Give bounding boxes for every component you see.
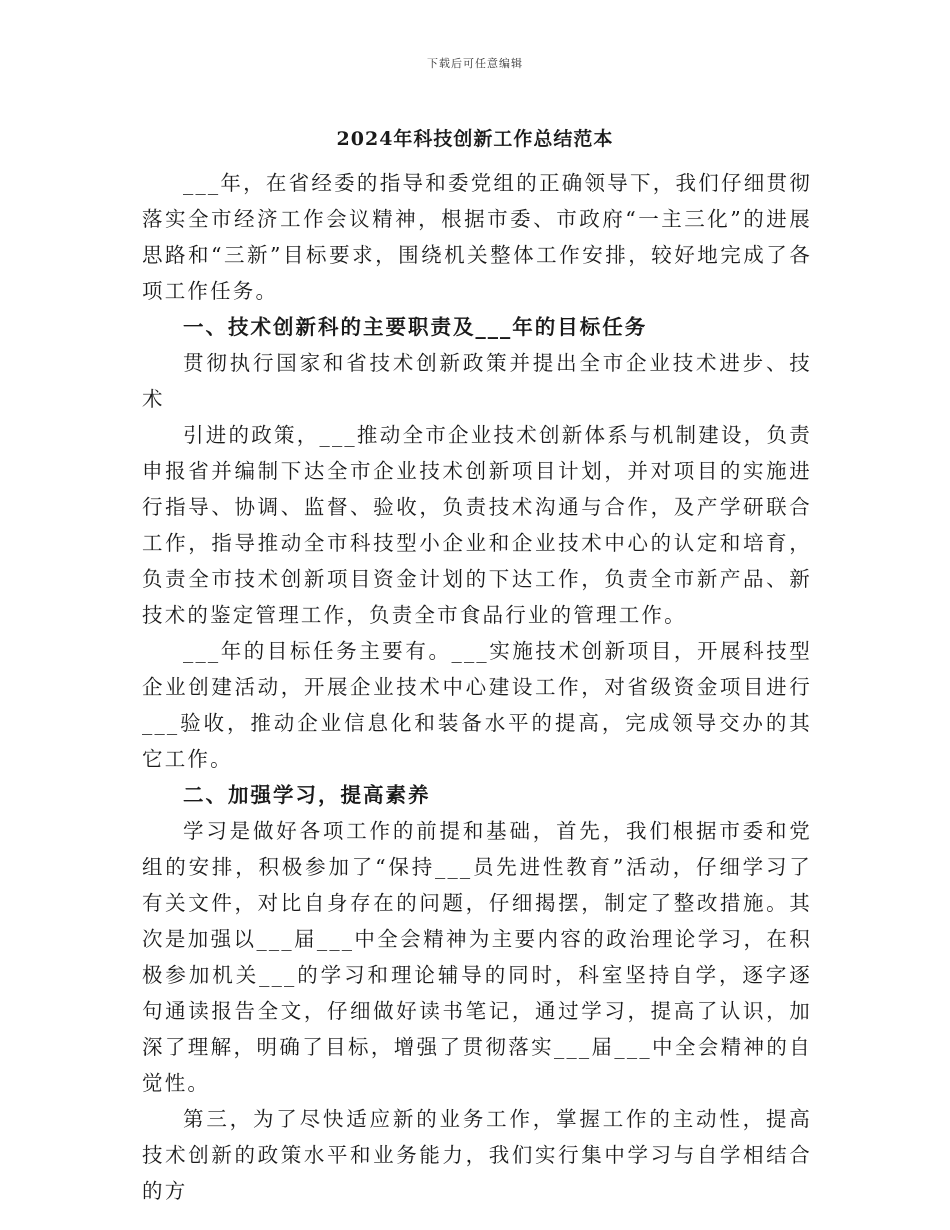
paragraph-duties-2: 引进的政策，___推动全市企业技术创新体系与机制建设，负责申报省并编制下达全市企业技术创新项目计划，并对项目的实施进行指导、协调、监督、验收，负责技术沟通与合作，及产学研联合工作，指导推动全市科技型小企业和企业技术中心的认定和培育，负责全市技术创新项目资金计划的下达工作，负责全市新产品、新技术的鉴定管理工作，负责全市食品行业的管理工作。 — [142, 423, 812, 627]
section-heading-1: 一、技术创新科的主要职责及___年的目标任务 — [183, 315, 648, 339]
paragraph-third: 第三，为了尽快适应新的业务工作，掌握工作的主动性，提高技术创新的政策水平和业务能力，我们实行集中学习与自学相结合的方 — [142, 1107, 812, 1203]
paragraph-study: 学习是做好各项工作的前提和基础，首先，我们根据市委和党组的安排，积极参加了“保持___员先进性教育”活动，仔细学习了有关文件，对比自身存在的问题，仔细揭摆，制定了整改措施。其次是加强以___届___中全会精神为主要内容的政治理论学习，在积极参加机关___的学习和理论辅导的同时，科室坚持自学，逐字逐句通读报告全文，仔细做好读书笔记，通过学习，提高了认识，加深了理解，明确了目标，增强了贯彻落实___届___中全会精神的自觉性。 — [142, 819, 812, 1095]
header-note: 下载后可任意编辑 — [427, 57, 523, 70]
paragraph-duties-1: 贯彻执行国家和省技术创新政策并提出全市企业技术进步、技术 — [142, 351, 812, 411]
paragraph-targets: ___年的目标任务主要有。___实施技术创新项目，开展科技型企业创建活动，开展企业技术中心建设工作，对省级资金项目进行___验收，推动企业信息化和装备水平的提高，完成领导交办的其它工作。 — [142, 639, 812, 771]
document-body — [142, 165, 812, 1209]
paragraph-intro: ___年，在省经委的指导和委党组的正确领导下，我们仔细贯彻落实全市经济工作会议精神，根据市委、市政府“一主三化”的进展思路和“三新”目标要求，围绕机关整体工作安排，较好地完成了各项工作任务。 — [142, 171, 812, 303]
section-heading-2: 二、加强学习，提高素养 — [183, 783, 431, 807]
document-title: 2024年科技创新工作总结范本 — [336, 128, 614, 150]
